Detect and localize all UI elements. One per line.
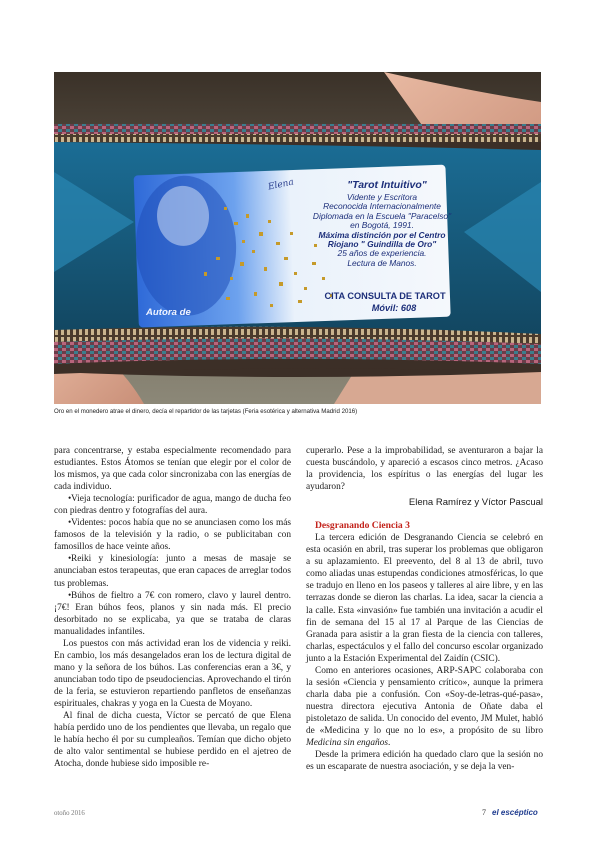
list-item: •Reiki y kinesiología: junto a mesas de masaje se anunciaban estos terapeutas, que eran capaces de arreglar todos tus problemas. <box>54 554 291 589</box>
paragraph: La tercera edición de Desgranando Ciencia se celebró en esta ocasión en abril, tras superar los problemas que obligaron a su aplazamiento. El preevento, del 8 al 13 de abril, tuvo como aliadas unas estupendas condiciones atmosféricas, lo que se tradujo en lleno en los paseos y talleres al aire libre, y en las terrazas donde se dieron las charlas. La idea, sacar la ciencia a la calle. Esta «invasión» fue también una invitación a acudir el fin de semana del 15 al 17 al Parque de las Ciencias de Granada para asistir a la gran fiesta de la ciencia con talleres, charlas, espectáculos y el fallo del concurso escolar organizado junto a la Estación Experimental del Zaidín (CSIC). <box>306 533 543 664</box>
card-phone: Móvil: 608 <box>371 303 417 313</box>
paragraph: Desde la primera edición ha quedado claro que la sesión no es un escaparate de nuestra asociación, y se deja la ven- <box>306 750 543 773</box>
paragraph: Como en anteriores ocasiones, ARP-SAPC colaboraba con la sesión «Ciencia y pensamiento crítico», aunque la primera charla daba pie a confusión. Con «Soy-de-letras-qué-pasa», nuestra directora ejecutiva Antonia de Oñate daba el pistoletazo de salida. Un conocido del evento, JM Mulet, habló de «Medicina y lo que no lo es», a propósito de su libro Medicina sin engaños. <box>306 665 543 749</box>
page-footer <box>482 808 538 817</box>
card-line: en Bogotá, 1991. <box>350 220 414 231</box>
paragraph: cuperarlo. Pese a la improbabilidad, se aventuraron a bajar la cuesta buscándolo, y apareció a escasos cinco metros. ¿Acaso la providencia, los espíritus o las energías del lugar les ayudaron? <box>306 446 543 493</box>
list-item: •Vieja tecnología: purificador de agua, mango de ducha feo con piedras dentro y fotografías del aura. <box>54 494 291 517</box>
magazine-logo: el escéptico <box>492 808 538 817</box>
card-line: Reconocida Internacionalmente <box>323 201 441 212</box>
list-item: •Búhos de fieltro a 7€ con romero, clavo y laurel dentro. ¡7€! Eran búhos feos, planos y sin nada más. El precio desorbitado no se explicaba, ya que se trataba de claras manualidades infantiles. <box>54 590 291 637</box>
card-title: "Tarot Intuitivo" <box>347 179 427 191</box>
list-item: •Videntes: pocos había que no se anunciasen como los más famosos de la televisión y la radio, o se publicitaban con famosillos de hace veinte años. <box>54 518 291 553</box>
card-body <box>282 193 482 268</box>
paragraph: para concentrarse, y estaba especialmente recomendado para estudiantes. Estos Átomos se tenían que elegir por el color de los mismos, ya que cada color sincronizaba con las energías de cada individuo. <box>54 446 291 493</box>
article-photo <box>54 72 541 404</box>
card-line: 25 años de experiencia. <box>337 248 427 259</box>
paragraph: Al final de dicha cuesta, Víctor se percató de que Elena había perdido uno de los pendientes que llevaba, un regalo que le había hecho él por su cumpleaños. Temían que dicho objeto de alto valor sentimental se hubiese perdido en el ajetreo de Atocha, donde hubiese sido imposible re- <box>54 711 291 770</box>
left-column <box>54 445 291 770</box>
issue-date: otoño 2016 <box>54 810 85 817</box>
card-author: Autora de <box>146 307 191 318</box>
photo-caption: Oro en el monedero atrae el dinero, decía el repartidor de las tarjetas (Feria esotérica y alternativa Madrid 2016) <box>54 408 358 415</box>
card-line: Diplomada en la Escuela "Paracelso" <box>312 210 452 221</box>
paragraph: Los puestos con más actividad eran los de videncia y reiki. En cambio, los más desangelados eran los de lectura digital de mano y la señora de los búhos. Las conferencias eran a 3€, y anunciaban todo tipo de pseudociencias. Aprovechando el tirón de la feria, se estuvieron repartiendo panfletos de enseñanzas espirituales, chakras y yoga en la Cuesta de Moyano. <box>54 638 291 709</box>
card-signature: Elena <box>267 177 295 193</box>
card-line: Lectura de Manos. <box>347 257 417 268</box>
card-line: Máxima distinción por el Centro <box>318 229 446 240</box>
section-heading: Desgranando Ciencia 3 <box>315 520 410 532</box>
bullet-list <box>54 493 291 638</box>
card-cta: CITA CONSULTA DE TAROT <box>324 291 446 301</box>
card-line: Vidente y Escritora <box>346 192 418 202</box>
page-number: 7 <box>482 808 486 817</box>
book-title: Medicina sin engaños <box>306 738 389 749</box>
right-column <box>306 445 543 773</box>
card-line: Riojano " Guindilla de Oro" <box>327 239 437 250</box>
article-author: Elena Ramírez y Víctor Pascual <box>408 497 543 509</box>
